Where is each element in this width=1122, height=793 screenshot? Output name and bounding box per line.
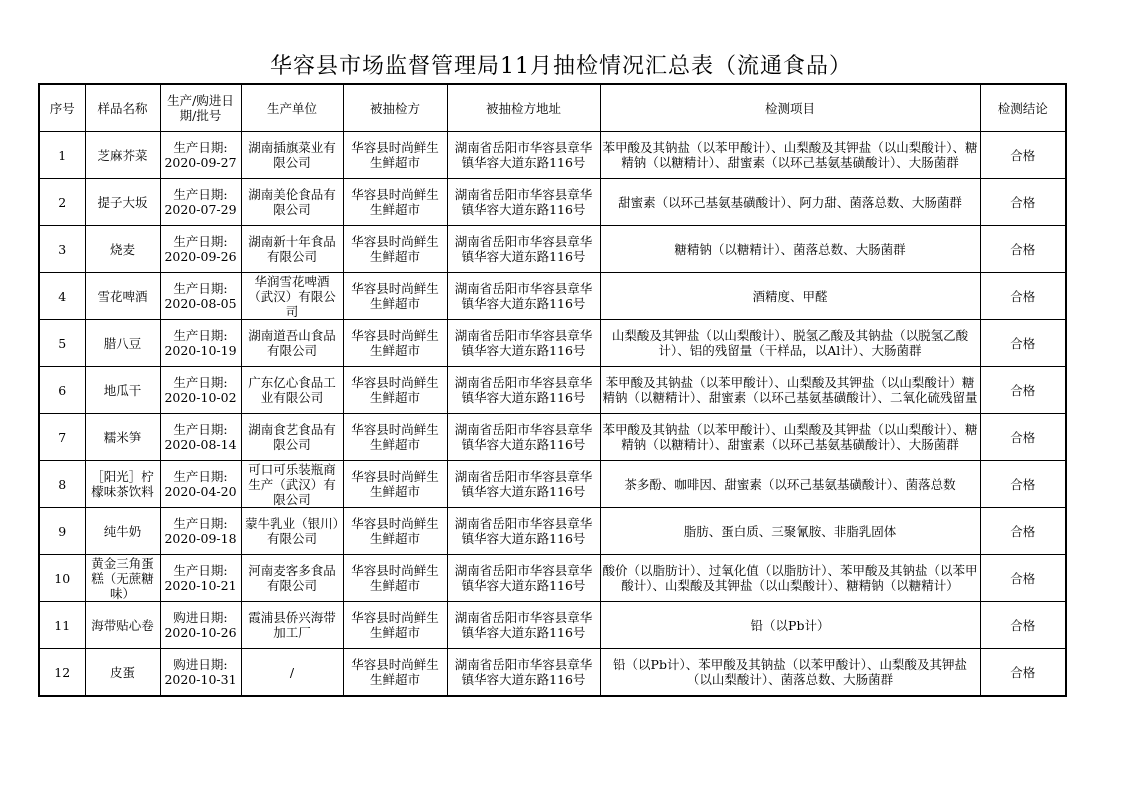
row-date: 2020-10-21 [164,578,237,593]
row-date-cell [160,273,241,320]
row-date-cell [160,226,241,273]
row-test-items: 苯甲酸及其钠盐（以苯甲酸计）、山梨酸及其钾盐（以山梨酸计）糖精钠（以糖精计）、甜蜜素（以环己基氨基磺酸计）、二氧化硫残留量 [602,375,978,405]
row-test-items: 苯甲酸及其钠盐（以苯甲酸计）、山梨酸及其钾盐（以山梨酸计）、糖精钠（以糖精计）、甜蜜素（以环己基氨基磺酸计）、大肠菌群 [602,140,978,170]
header-sampled-party: 被抽检方 [343,84,447,132]
row-seq: 4 [39,273,85,320]
row-seq: 9 [39,508,85,555]
row-result: 合格 [980,320,1066,367]
row-test-items-cell [600,179,980,226]
row-date-cell [160,508,241,555]
row-test-items: 酸价（以脂肪计）、过氧化值（以脂肪计）、苯甲酸及其钠盐（以苯甲酸计）、山梨酸及其钾盐（以山梨酸计）、糖精钠（以糖精计） [602,563,978,593]
row-seq: 11 [39,602,85,649]
row-date: 2020-10-31 [164,672,237,687]
row-producer: 霞浦县侨兴海带加工厂 [241,602,343,649]
row-date: 2020-08-05 [164,296,237,311]
row-test-items-cell [600,461,980,508]
row-test-items-cell [600,602,980,649]
row-test-items-cell [600,414,980,461]
row-sample-name: 纯牛奶 [85,508,160,555]
header-date: 生产/购进日期/批号 [160,84,241,132]
row-result: 合格 [980,367,1066,414]
row-sampled-party: 华容县时尚鲜生生鲜超市 [343,320,447,367]
table-row [39,649,1066,697]
row-producer: 华润雪花啤酒（武汉）有限公司 [241,273,343,320]
row-result: 合格 [980,132,1066,179]
row-date: 2020-10-26 [164,625,237,640]
row-sampled-address: 湖南省岳阳市华容县章华镇华容大道东路116号 [447,555,600,602]
row-date-label: 生产日期: [173,516,228,531]
row-sampled-party: 华容县时尚鲜生生鲜超市 [343,367,447,414]
table-row [39,226,1066,273]
row-seq: 5 [39,320,85,367]
row-date-cell [160,555,241,602]
row-sampled-party: 华容县时尚鲜生生鲜超市 [343,602,447,649]
row-seq: 8 [39,461,85,508]
row-sampled-address: 湖南省岳阳市华容县章华镇华容大道东路116号 [447,367,600,414]
row-sampled-party: 华容县时尚鲜生生鲜超市 [343,226,447,273]
row-sampled-address: 湖南省岳阳市华容县章华镇华容大道东路116号 [447,132,600,179]
row-test-items: 茶多酚、咖啡因、甜蜜素（以环己基氨基磺酸计）、菌落总数 [624,476,956,492]
row-seq: 2 [39,179,85,226]
row-date-label: 生产日期: [173,234,228,249]
table-row [39,132,1066,179]
row-result: 合格 [980,602,1066,649]
row-result: 合格 [980,226,1066,273]
row-sampled-party: 华容县时尚鲜生生鲜超市 [343,461,447,508]
row-date: 2020-08-14 [164,437,237,452]
row-date-cell [160,414,241,461]
row-test-items: 脂肪、蛋白质、三聚氰胺、非脂乳固体 [683,523,897,539]
header-seq: 序号 [39,84,85,132]
row-sampled-party: 华容县时尚鲜生生鲜超市 [343,508,447,555]
row-date-label: 生产日期: [173,281,228,296]
table-row [39,602,1066,649]
row-date-cell [160,132,241,179]
header-producer: 生产单位 [241,84,343,132]
row-sample-name: ［阳光］柠檬味茶饮料 [85,461,160,508]
row-sample-name: 糯米笋 [85,414,160,461]
row-result: 合格 [980,414,1066,461]
row-producer: 湖南食艺食品有限公司 [241,414,343,461]
row-seq: 12 [39,649,85,697]
header-row [39,84,1066,132]
row-producer: 湖南美伦食品有限公司 [241,179,343,226]
row-date-label: 购进日期: [173,657,228,672]
row-seq: 7 [39,414,85,461]
table-row [39,320,1066,367]
row-sample-name: 雪花啤酒 [85,273,160,320]
row-sampled-party: 华容县时尚鲜生生鲜超市 [343,649,447,697]
row-seq: 10 [39,555,85,602]
row-date-label: 生产日期: [173,469,228,484]
header-sample-name: 样品名称 [85,84,160,132]
row-producer: / [241,649,343,697]
row-producer: 广东亿心食品工业有限公司 [241,367,343,414]
row-sampled-address: 湖南省岳阳市华容县章华镇华容大道东路116号 [447,179,600,226]
row-date-cell [160,649,241,697]
row-sample-name: 烧麦 [85,226,160,273]
row-date-label: 生产日期: [173,140,228,155]
row-date-label: 生产日期: [173,187,228,202]
row-test-items: 酒精度、甲醛 [752,288,828,304]
row-sampled-address: 湖南省岳阳市华容县章华镇华容大道东路116号 [447,602,600,649]
row-sample-name: 芝麻芥菜 [85,132,160,179]
row-date-label: 生产日期: [173,422,228,437]
table-row [39,461,1066,508]
table-row [39,414,1066,461]
row-test-items-cell [600,508,980,555]
row-sample-name: 地瓜干 [85,367,160,414]
row-test-items-cell [600,273,980,320]
row-test-items: 铅（以Pb计） [750,617,830,633]
row-date-label: 生产日期: [173,328,228,343]
row-producer: 湖南插旗菜业有限公司 [241,132,343,179]
row-date-cell [160,320,241,367]
row-sample-name: 提子大坂 [85,179,160,226]
row-date: 2020-10-02 [164,390,237,405]
row-sampled-address: 湖南省岳阳市华容县章华镇华容大道东路116号 [447,414,600,461]
row-date-cell [160,461,241,508]
row-test-items-cell [600,649,980,697]
table-row [39,367,1066,414]
row-sampled-address: 湖南省岳阳市华容县章华镇华容大道东路116号 [447,273,600,320]
row-sampled-party: 华容县时尚鲜生生鲜超市 [343,414,447,461]
table-row [39,508,1066,555]
row-sample-name: 海带贴心卷 [85,602,160,649]
row-date-label: 生产日期: [173,563,228,578]
row-test-items: 苯甲酸及其钠盐（以苯甲酸计）、山梨酸及其钾盐（以山梨酸计）、糖精钠（以糖精计）、甜蜜素（以环己基氨基磺酸计）、大肠菌群 [602,422,978,452]
table-row [39,273,1066,320]
row-sampled-party: 华容县时尚鲜生生鲜超市 [343,273,447,320]
row-seq: 3 [39,226,85,273]
row-test-items: 山梨酸及其钾盐（以山梨酸计）、脱氢乙酸及其钠盐（以脱氢乙酸计）、铝的残留量（干样品，以Al计）、大肠菌群 [611,328,969,358]
row-sampled-address: 湖南省岳阳市华容县章华镇华容大道东路116号 [447,226,600,273]
row-date: 2020-10-19 [164,343,237,358]
row-result: 合格 [980,555,1066,602]
row-sampled-address: 湖南省岳阳市华容县章华镇华容大道东路116号 [447,461,600,508]
row-producer: 蒙牛乳业（银川）有限公司 [241,508,343,555]
row-sample-name: 黄金三角蛋糕（无蔗糖味） [85,555,160,602]
row-test-items-cell [600,320,980,367]
row-sampled-address: 湖南省岳阳市华容县章华镇华容大道东路116号 [447,508,600,555]
row-test-items: 甜蜜素（以环己基氨基磺酸计）、阿力甜、菌落总数、大肠菌群 [618,194,962,210]
row-date: 2020-07-29 [164,202,237,217]
row-date: 2020-04-20 [164,484,237,499]
row-date-cell [160,367,241,414]
row-date-cell [160,602,241,649]
row-date-label: 生产日期: [173,375,228,390]
row-producer: 可口可乐装瓶商生产（武汉）有限公司 [241,461,343,508]
row-date: 2020-09-27 [164,155,237,170]
row-producer: 湖南新十年食品有限公司 [241,226,343,273]
row-seq: 6 [39,367,85,414]
row-producer: 河南麦客多食品有限公司 [241,555,343,602]
row-sampled-party: 华容县时尚鲜生生鲜超市 [343,555,447,602]
row-result: 合格 [980,649,1066,697]
row-sampled-party: 华容县时尚鲜生生鲜超市 [343,132,447,179]
row-sample-name: 腊八豆 [85,320,160,367]
table-row [39,179,1066,226]
row-test-items: 铅（以Pb计）、苯甲酸及其钠盐（以苯甲酸计）、山梨酸及其钾盐（以山梨酸计）、菌落总数、大肠菌群 [613,657,967,687]
row-result: 合格 [980,179,1066,226]
row-sampled-address: 湖南省岳阳市华容县章华镇华容大道东路116号 [447,320,600,367]
row-result: 合格 [980,273,1066,320]
row-date: 2020-09-18 [164,531,237,546]
row-seq: 1 [39,132,85,179]
inspection-summary-table [38,83,1067,697]
header-test-items: 检测项目 [600,84,980,132]
row-result: 合格 [980,461,1066,508]
row-test-items-cell [600,555,980,602]
row-producer: 湖南道吾山食品有限公司 [241,320,343,367]
page-title: 华容县市场监督管理局11月抽检情况汇总表（流通食品） [270,54,852,79]
row-date-cell [160,179,241,226]
row-result: 合格 [980,508,1066,555]
row-test-items-cell [600,132,980,179]
row-date-label: 购进日期: [173,610,228,625]
row-test-items-cell [600,367,980,414]
header-result: 检测结论 [980,84,1066,132]
row-sample-name: 皮蛋 [85,649,160,697]
row-test-items: 糖精钠（以糖精计）、菌落总数、大肠菌群 [674,241,906,257]
header-sampled-address: 被抽检方地址 [447,84,600,132]
row-test-items-cell [600,226,980,273]
row-date: 2020-09-26 [164,249,237,264]
row-sampled-address: 湖南省岳阳市华容县章华镇华容大道东路116号 [447,649,600,697]
table-row [39,555,1066,602]
row-sampled-party: 华容县时尚鲜生生鲜超市 [343,179,447,226]
